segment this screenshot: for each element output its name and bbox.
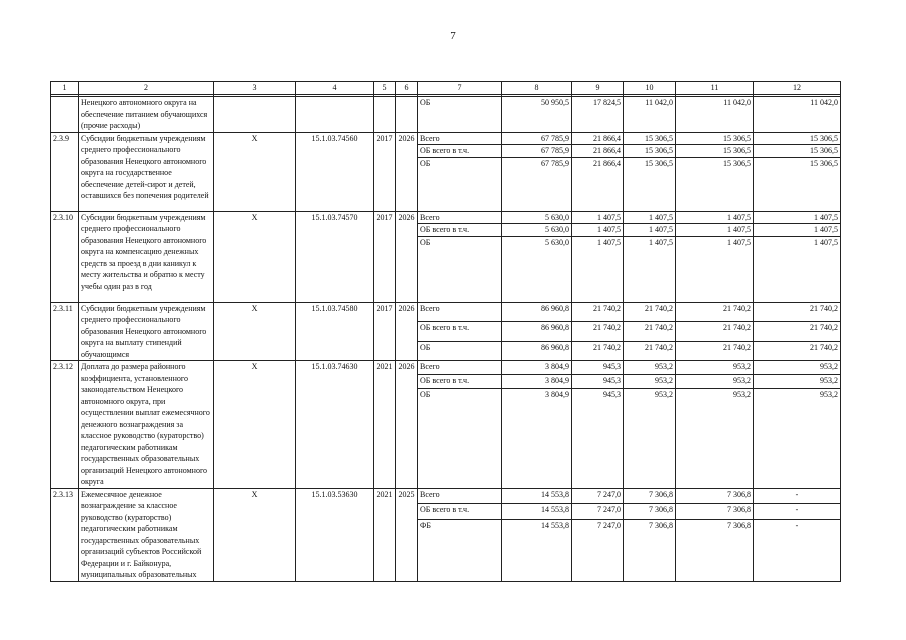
- total-amount: 86 960,8: [502, 302, 572, 322]
- item-col3: [214, 97, 296, 133]
- item-name: Доплата до размера районного коэффициента, установленного законодательством Ненецкого автономного округа, при осуществлении выплат ежемесячного денежного вознаграждения за классное руководство (кураторство) педагогическим работникам государственных образовательных организаций Ненецкого автономного округа: [79, 361, 214, 489]
- total-amount: 67 785,9: [502, 145, 572, 158]
- amount-year-1: 945,3: [572, 388, 624, 488]
- amount-year-4: 953,2: [754, 374, 841, 388]
- funding-source: ОБ всего в т.ч.: [418, 224, 502, 237]
- amount-year-3: 7 306,8: [676, 488, 754, 504]
- amount-year-4: 1 407,5: [754, 211, 841, 224]
- amount-year-2: 21 740,2: [624, 322, 676, 342]
- amount-year-1: 945,3: [572, 374, 624, 388]
- amount-year-4: 21 740,2: [754, 302, 841, 322]
- amount-year-4: -: [754, 520, 841, 581]
- amount-year-4: 15 306,5: [754, 132, 841, 145]
- amount-year-2: 1 407,5: [624, 236, 676, 302]
- header-cell: 12: [754, 82, 841, 95]
- start-year: [374, 97, 396, 133]
- amount-year-2: 7 306,8: [624, 504, 676, 520]
- amount-year-2: 953,2: [624, 374, 676, 388]
- start-year: 2017: [374, 302, 396, 361]
- budget-table: [50, 81, 841, 582]
- amount-year-3: 21 740,2: [676, 322, 754, 342]
- funding-source: Всего: [418, 302, 502, 322]
- amount-year-4: 21 740,2: [754, 322, 841, 342]
- item-name: Субсидии бюджетным учреждениям среднего профессионального образования Ненецкого автономного округа на государственное обеспечение детей-сирот и детей, оставшихся без попечения родителей: [79, 132, 214, 211]
- header-cell: 9: [572, 82, 624, 95]
- amount-year-2: 953,2: [624, 361, 676, 375]
- amount-year-4: 1 407,5: [754, 236, 841, 302]
- header-cell: 8: [502, 82, 572, 95]
- total-amount: 3 804,9: [502, 374, 572, 388]
- total-amount: 5 630,0: [502, 211, 572, 224]
- item-number: 2.3.10: [51, 211, 79, 302]
- amount-year-2: 15 306,5: [624, 145, 676, 158]
- budget-code: 15.1.03.74580: [296, 302, 374, 361]
- amount-year-2: 11 042,0: [624, 97, 676, 133]
- item-col3: Х: [214, 488, 296, 581]
- budget-code: 15.1.03.53630: [296, 488, 374, 581]
- item-col3: Х: [214, 211, 296, 302]
- amount-year-3: 953,2: [676, 374, 754, 388]
- amount-year-3: 11 042,0: [676, 97, 754, 133]
- item-number: 2.3.9: [51, 132, 79, 211]
- item-col3: Х: [214, 361, 296, 489]
- total-amount: 3 804,9: [502, 361, 572, 375]
- item-name: Субсидии бюджетным учреждениям среднего профессионального образования Ненецкого автономного округа на компенсацию денежных средств за проезд в дни каникул к месту жительства и обратно к месту учебы один раз в год: [79, 211, 214, 302]
- item-number: 2.3.13: [51, 488, 79, 581]
- header-row: [51, 82, 841, 95]
- amount-year-2: 21 740,2: [624, 341, 676, 361]
- amount-year-1: 945,3: [572, 361, 624, 375]
- amount-year-3: 15 306,5: [676, 145, 754, 158]
- table-row: [51, 488, 841, 504]
- amount-year-1: 1 407,5: [572, 211, 624, 224]
- header-cell: 4: [296, 82, 374, 95]
- amount-year-1: 21 740,2: [572, 302, 624, 322]
- amount-year-1: 21 866,4: [572, 145, 624, 158]
- page-number: 7: [450, 30, 456, 42]
- funding-source: ОБ всего в т.ч.: [418, 145, 502, 158]
- amount-year-3: 1 407,5: [676, 211, 754, 224]
- funding-source: Всего: [418, 361, 502, 375]
- table-row: [51, 361, 841, 375]
- budget-code: 15.1.03.74560: [296, 132, 374, 211]
- funding-source: ФБ: [418, 520, 502, 581]
- item-number: [51, 97, 79, 133]
- budget-code: [296, 97, 374, 133]
- end-year: 2026: [396, 211, 418, 302]
- funding-source: ОБ: [418, 97, 502, 133]
- funding-source: ОБ всего в т.ч.: [418, 322, 502, 342]
- funding-source: ОБ: [418, 157, 502, 211]
- end-year: 2025: [396, 488, 418, 581]
- start-year: 2017: [374, 132, 396, 211]
- end-year: 2026: [396, 361, 418, 489]
- amount-year-3: 15 306,5: [676, 157, 754, 211]
- total-amount: 67 785,9: [502, 132, 572, 145]
- item-name: Ненецкого автономного округа на обеспечение питанием обучающихся (прочие расходы): [79, 97, 214, 133]
- funding-source: ОБ: [418, 236, 502, 302]
- budget-code: 15.1.03.74570: [296, 211, 374, 302]
- total-amount: 5 630,0: [502, 236, 572, 302]
- amount-year-4: -: [754, 488, 841, 504]
- total-amount: 86 960,8: [502, 322, 572, 342]
- amount-year-2: 15 306,5: [624, 132, 676, 145]
- header-cell: 11: [676, 82, 754, 95]
- table-row: [51, 97, 841, 133]
- amount-year-2: 21 740,2: [624, 302, 676, 322]
- funding-source: ОБ всего в т.ч.: [418, 374, 502, 388]
- amount-year-2: 7 306,8: [624, 488, 676, 504]
- amount-year-2: 7 306,8: [624, 520, 676, 581]
- amount-year-1: 21 740,2: [572, 341, 624, 361]
- amount-year-3: 21 740,2: [676, 341, 754, 361]
- start-year: 2021: [374, 361, 396, 489]
- funding-source: ОБ: [418, 388, 502, 488]
- amount-year-3: 7 306,8: [676, 504, 754, 520]
- start-year: 2021: [374, 488, 396, 581]
- amount-year-2: 1 407,5: [624, 224, 676, 237]
- funding-source: Всего: [418, 488, 502, 504]
- amount-year-4: 21 740,2: [754, 341, 841, 361]
- item-number: 2.3.11: [51, 302, 79, 361]
- header-cell: 2: [79, 82, 214, 95]
- amount-year-1: 1 407,5: [572, 236, 624, 302]
- total-amount: 50 950,5: [502, 97, 572, 133]
- start-year: 2017: [374, 211, 396, 302]
- amount-year-1: 21 866,4: [572, 157, 624, 211]
- total-amount: 5 630,0: [502, 224, 572, 237]
- amount-year-3: 7 306,8: [676, 520, 754, 581]
- amount-year-3: 1 407,5: [676, 236, 754, 302]
- amount-year-4: 15 306,5: [754, 157, 841, 211]
- amount-year-4: 1 407,5: [754, 224, 841, 237]
- item-number: 2.3.12: [51, 361, 79, 489]
- item-name: Субсидии бюджетным учреждениям среднего профессионального образования Ненецкого автономного округа на выплату стипендий обучающимся: [79, 302, 214, 361]
- amount-year-4: -: [754, 504, 841, 520]
- amount-year-1: 17 824,5: [572, 97, 624, 133]
- amount-year-3: 21 740,2: [676, 302, 754, 322]
- table-row: [51, 211, 841, 224]
- item-name: Ежемесячное денежное вознаграждение за классное руководство (кураторство) педагогическим работникам государственных образовательных организаций субъектов Российской Федерации и г. Байконура, муниципальных образовательных: [79, 488, 214, 581]
- amount-year-3: 15 306,5: [676, 132, 754, 145]
- amount-year-1: 7 247,0: [572, 488, 624, 504]
- table-row: [51, 302, 841, 322]
- item-col3: Х: [214, 302, 296, 361]
- total-amount: 3 804,9: [502, 388, 572, 488]
- header-cell: 7: [418, 82, 502, 95]
- amount-year-4: 15 306,5: [754, 145, 841, 158]
- header-cell: 6: [396, 82, 418, 95]
- end-year: [396, 97, 418, 133]
- item-col3: Х: [214, 132, 296, 211]
- amount-year-2: 953,2: [624, 388, 676, 488]
- header-cell: 1: [51, 82, 79, 95]
- funding-source: Всего: [418, 132, 502, 145]
- amount-year-2: 1 407,5: [624, 211, 676, 224]
- table-row: [51, 132, 841, 145]
- total-amount: 14 553,8: [502, 488, 572, 504]
- amount-year-3: 953,2: [676, 388, 754, 488]
- total-amount: 67 785,9: [502, 157, 572, 211]
- total-amount: 14 553,8: [502, 504, 572, 520]
- funding-source: ОБ всего в т.ч.: [418, 504, 502, 520]
- header-cell: 10: [624, 82, 676, 95]
- header-cell: 3: [214, 82, 296, 95]
- amount-year-3: 1 407,5: [676, 224, 754, 237]
- total-amount: 86 960,8: [502, 341, 572, 361]
- header-cell: 5: [374, 82, 396, 95]
- amount-year-1: 7 247,0: [572, 504, 624, 520]
- total-amount: 14 553,8: [502, 520, 572, 581]
- end-year: 2026: [396, 132, 418, 211]
- amount-year-1: 1 407,5: [572, 224, 624, 237]
- amount-year-4: 11 042,0: [754, 97, 841, 133]
- amount-year-1: 21 866,4: [572, 132, 624, 145]
- funding-source: ОБ: [418, 341, 502, 361]
- table-body: [51, 97, 841, 582]
- end-year: 2026: [396, 302, 418, 361]
- amount-year-1: 21 740,2: [572, 322, 624, 342]
- amount-year-4: 953,2: [754, 361, 841, 375]
- amount-year-4: 953,2: [754, 388, 841, 488]
- amount-year-2: 15 306,5: [624, 157, 676, 211]
- amount-year-1: 7 247,0: [572, 520, 624, 581]
- amount-year-3: 953,2: [676, 361, 754, 375]
- budget-code: 15.1.03.74630: [296, 361, 374, 489]
- funding-source: Всего: [418, 211, 502, 224]
